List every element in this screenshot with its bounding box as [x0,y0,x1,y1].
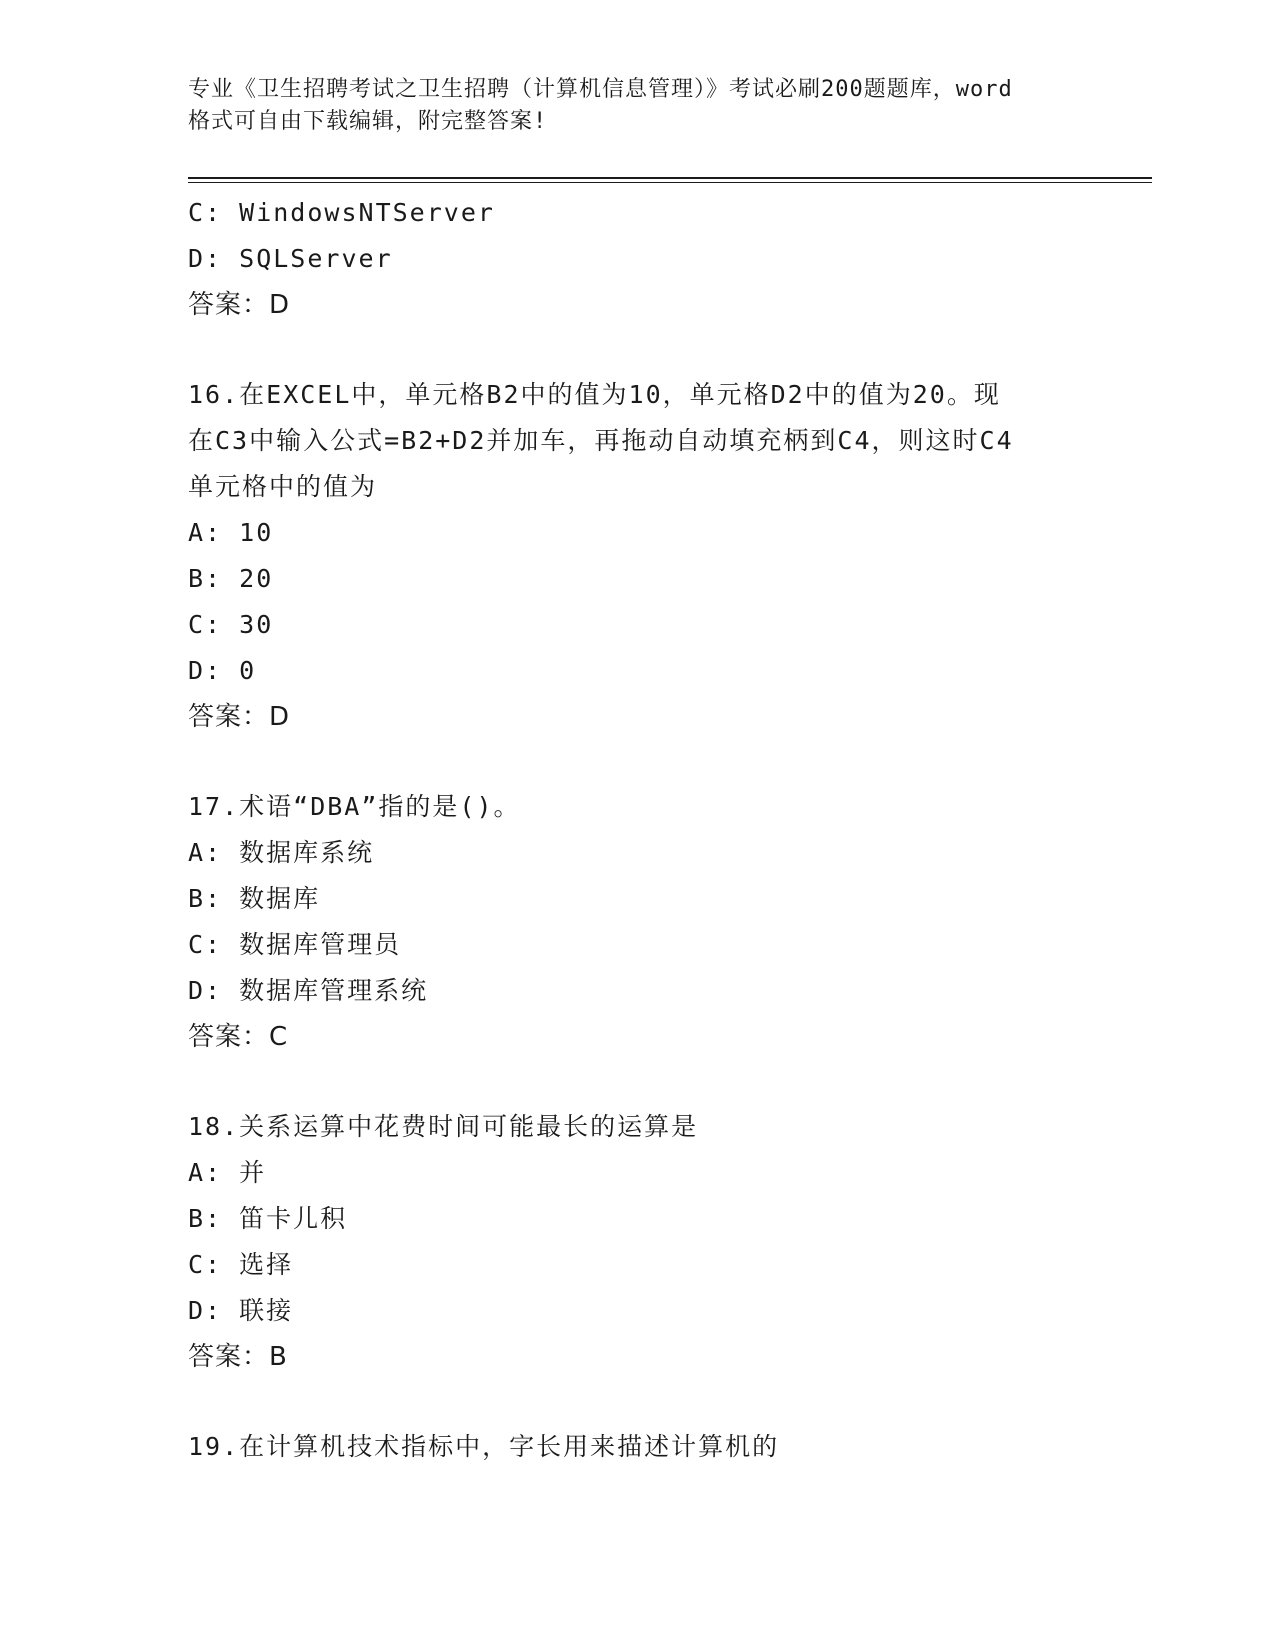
option-b: B: 数据库 [188,884,321,913]
option-b: B: 20 [188,564,274,593]
question-15 [188,190,1088,328]
option-b: B: 笛卡儿积 [188,1204,348,1233]
option-c: C: 选择 [188,1250,294,1279]
question-16 [188,372,1088,740]
header-line-1: 专业《卫生招聘考试之卫生招聘（计算机信息管理）》考试必刷200题题库，word [188,77,1013,102]
header-rule-thick [188,177,1152,179]
question-stem-line-2: 在C3中输入公式=B2+D2并加车，再拖动自动填充柄到C4，则这时C4 [188,426,1014,455]
document-header [188,74,1098,138]
option-a: A: 10 [188,518,274,547]
question-list [188,190,1088,1470]
question-19 [188,1424,1088,1470]
option-a: A: 数据库系统 [188,838,375,867]
option-d: D: 联接 [188,1296,294,1325]
header-rule-thin [188,182,1152,183]
spacer [188,1380,1088,1424]
question-17 [188,784,1088,1060]
question-18 [188,1104,1088,1380]
answer: 答案：C [188,1022,289,1052]
question-stem: 19.在计算机技术指标中，字长用来描述计算机的 [188,1432,780,1461]
question-stem: 18.关系运算中花费时间可能最长的运算是 [188,1112,699,1141]
option-c: C: 数据库管理员 [188,930,402,959]
answer: 答案：D [188,702,291,732]
question-stem-line-3: 单元格中的值为 [188,472,378,501]
spacer [188,1060,1088,1104]
answer: 答案：D [188,290,291,320]
spacer [188,328,1088,372]
option-d: D: 数据库管理系统 [188,976,429,1005]
option-c: C: WindowsNTServer [188,198,495,227]
option-d: D: SQLServer [188,244,393,273]
spacer [188,740,1088,784]
header-line-2: 格式可自由下载编辑，附完整答案! [188,109,548,134]
question-stem-line-1: 16.在EXCEL中，单元格B2中的值为10，单元格D2中的值为20。现 [188,380,1001,409]
question-stem: 17.术语“DBA”指的是()。 [188,792,521,821]
option-d: D: 0 [188,656,257,685]
option-a: A: 并 [188,1158,267,1187]
answer: 答案：B [188,1342,288,1372]
option-c: C: 30 [188,610,274,639]
